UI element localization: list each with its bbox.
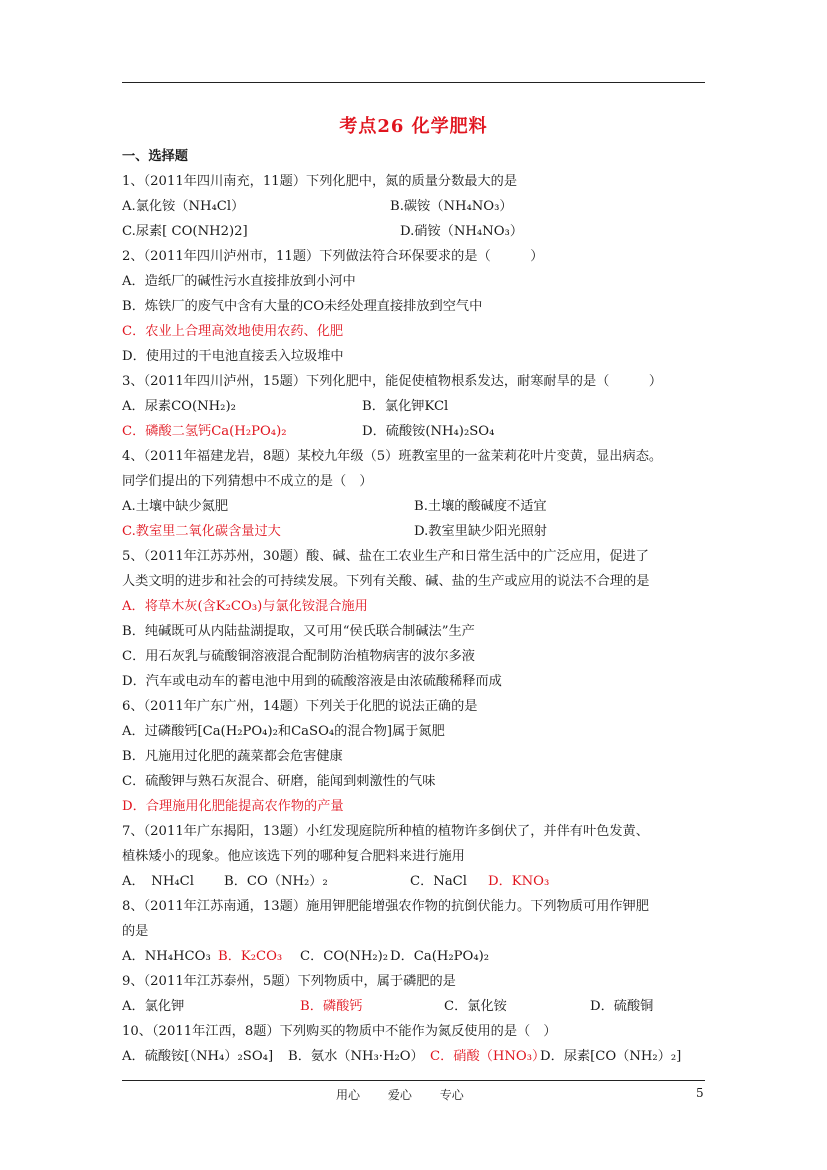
question-3-stem: 3、（2011年四川泸州，15题）下列化肥中，能促使植物根系发达，耐寒耐旱的是（ ） [122,374,663,389]
question-7-options [122,869,712,894]
q10-option-b: B．氨水（NH₃·H₂O） [288,1049,424,1064]
q5-option-a-answer: A．将草木灰(含K₂CO₃)与氯化铵混合施用 [122,599,368,614]
footer-motto-1: 用心 [336,1088,361,1102]
q7-option-a: A． NH₄Cl [122,874,194,889]
q2-option-d: D．使用过的干电池直接丢入垃圾堆中 [122,349,344,364]
question-4-stem-line1: 4、（2011年福建龙岩，8题）某校九年级（5）班教室里的一盆茉莉花叶片变黄，显出病态。 [122,449,663,464]
q4-option-c-answer: C.教室里二氧化碳含量过大 [122,524,281,539]
q10-option-a: A．硫酸铵[（NH₄）₂SO₄] [122,1049,274,1064]
q7-option-b: B．CO（NH₂）₂ [224,874,328,889]
page-number: 5 [696,1086,704,1100]
q10-option-c-answer: C．硝酸（HNO₃） [430,1049,546,1064]
question-4-stem-line2: 同学们提出的下列猜想中不成立的是（ ） [122,474,373,489]
q9-option-d: D．硫酸铜 [590,999,654,1014]
question-list [122,144,712,1069]
q7-option-c: C．NaCl [410,874,467,889]
q2-option-c-answer: C．农业上合理高效地使用农药、化肥 [122,324,344,339]
question-4-options-row1 [122,494,712,519]
q9-option-a: A．氯化钾 [122,999,185,1014]
question-1-stem: 1、（2011年四川南充，11题）下列化肥中，氮的质量分数最大的是 [122,174,518,189]
q4-option-d: D.教室里缺少阳光照射 [414,524,547,539]
q5-option-c: C．用石灰乳与硫酸铜溶液混合配制防治植物病害的波尔多液 [122,649,475,664]
q10-option-d: D．尿素[CO（NH₂）₂] [540,1049,682,1064]
question-9-stem: 9、（2011年江苏泰州，5题）下列物质中，属于磷肥的是 [122,974,456,989]
q6-option-d-answer: D．合理施用化肥能提高农作物的产量 [122,799,344,814]
footer-motto [336,1086,488,1103]
question-5-stem-line1: 5、（2011年江苏苏州，30题）酸、碱、盐在工农业生产和日常生活中的广泛应用，促进了 [122,549,649,564]
header-rule [122,82,705,83]
q2-option-a: A．造纸厂的碱性污水直接排放到小河中 [122,274,356,289]
q8-option-a: A．NH₄HCO₃ [122,949,211,964]
question-1-options-row2 [122,219,712,244]
question-4-options-row2 [122,519,712,544]
question-10-options [122,1044,712,1069]
question-7-stem-line1: 7、（2011年广东揭阳，13题）小红发现庭院所种植的植物许多倒伏了，并伴有叶色发黄、 [122,824,649,839]
q3-option-b: B．氯化钾KCl [362,399,449,414]
q4-option-a: A.土壤中缺少氮肥 [122,499,229,514]
q6-option-c: C．硫酸钾与熟石灰混合、研磨，能闻到刺激性的气味 [122,774,436,789]
question-5-stem-line2: 人类文明的进步和社会的可持续发展。下列有关酸、碱、盐的生产或应用的说法不合理的是 [122,574,650,589]
question-7-stem-line2: 植株矮小的现象。他应该选下列的哪种复合肥料来进行施用 [122,849,465,864]
question-3-options-row2 [122,419,712,444]
q9-option-b-answer: B．磷酸钙 [300,999,363,1014]
question-10-stem: 10、（2011年江西，8题）下列购买的物质中不能作为氮反使用的是（ ） [122,1024,557,1039]
footer-motto-3: 专心 [439,1088,464,1102]
q1-option-d: D.硝铵（NH₄NO₃） [400,224,524,239]
section-heading: 一、选择题 [122,149,188,164]
q3-option-d: D．硫酸铵(NH₄)₂SO₄ [362,424,495,439]
q4-option-b: B.土壤的酸碱度不适宜 [414,499,547,514]
q3-option-c-answer: C．磷酸二氢钙Ca(H₂PO₄)₂ [122,424,287,439]
question-8-stem-line2: 的是 [122,924,149,939]
q7-option-d-answer: D．KNO₃ [488,874,550,889]
q8-option-b-answer: B．K₂CO₃ [218,949,283,964]
q6-option-b: B．凡施用过化肥的蔬菜都会危害健康 [122,749,343,764]
question-2-stem: 2、（2011年四川泸州市，11题）下列做法符合环保要求的是（ ） [122,249,544,264]
q8-option-c: C．CO(NH₂)₂ [300,949,389,964]
q1-option-a: A.氯化铵（NH₄Cl） [122,199,245,214]
question-3-options-row1 [122,394,712,419]
question-8-options [122,944,712,969]
q5-option-b: B．纯碱既可从内陆盐湖提取，又可用“侯氏联合制碱法”生产 [122,624,475,639]
q1-option-c: C.尿素[ CO(NH2)2] [122,224,248,239]
footer-rule [122,1080,705,1081]
question-8-stem-line1: 8、（2011年江苏南通，13题）施用钾肥能增强农作物的抗倒伏能力。下列物质可用作钾肥 [122,899,649,914]
footer-motto-2: 爱心 [387,1088,412,1102]
page-title: 考点26 化学肥料 [339,116,488,137]
q8-option-d: D．Ca(H₂PO₄)₂ [390,949,490,964]
q1-option-b: B.碳铵（NH₄NO₃） [390,199,513,214]
question-9-options [122,994,712,1019]
q9-option-c: C．氯化铵 [444,999,507,1014]
q2-option-b: B．炼铁厂的废气中含有大量的CO未经处理直接排放到空气中 [122,299,483,314]
q6-option-a: A．过磷酸钙[Ca(H₂PO₄)₂和CaSO₄的混合物]属于氮肥 [122,724,445,739]
question-1-options-row1 [122,194,712,219]
q5-option-d: D．汽车或电动车的蓄电池中用到的硫酸溶液是由浓硫酸稀释而成 [122,674,502,689]
q3-option-a: A．尿素CO(NH₂)₂ [122,399,236,414]
question-6-stem: 6、（2011年广东广州，14题）下列关于化肥的说法正确的是 [122,699,478,714]
